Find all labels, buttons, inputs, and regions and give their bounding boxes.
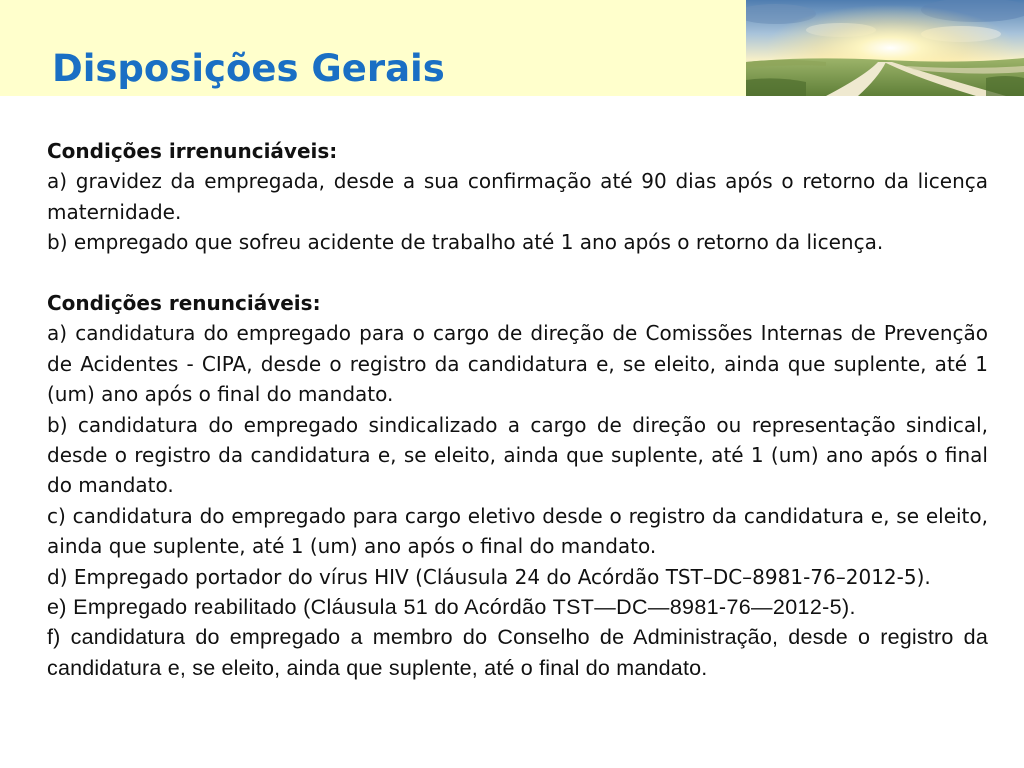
section-heading-renunciaveis: Condições renunciáveis:: [47, 291, 321, 316]
list-item: a) candidatura do empregado para o cargo de direção de Comissões Internas de Prevenção de Acidentes - CIPA, desde o registro da candidatura e, se eleito, ainda que suplente, até 1 (um) ano após o final do mandato.: [47, 321, 988, 407]
list-item: a) gravidez da empregada, desde a sua confirmação até 90 dias após o retorno da licença maternidade.: [47, 169, 988, 224]
list-item: d) Empregado portador do vírus HIV (Cláusula 24 do Acórdão TST–DC–8981-76–2012-5).: [47, 564, 931, 589]
list-item: b) candidatura do empregado sindicalizado a cargo de direção ou representação sindical, desde o registro da candidatura e, se eleito, ainda que suplente, até 1 (um) ano após o final do mandato.: [47, 412, 988, 498]
header-landscape-image: [746, 0, 1024, 96]
list-item: b) empregado que sofreu acidente de trabalho até 1 ano após o retorno da licença.: [47, 230, 884, 255]
list-item: f) candidatura do empregado a membro do Conselho de Administração, desde o registro da candidatura e, se eleito, ainda que suplente, até o final do mandato.: [47, 625, 988, 680]
section-spacer: [47, 258, 988, 288]
list-item: c) candidatura do empregado para cargo eletivo desde o registro da candidatura e, se eleito, ainda que suplente, até 1 (um) ano após o final do mandato.: [47, 503, 988, 559]
list-item: e) Empregado reabilitado (Cláusula 51 do Acórdão TST—DC—8981-76—2012-5).: [47, 595, 856, 620]
slide-body: [47, 136, 988, 683]
section-heading-irrenunciaveis: Condições irrenunciáveis:: [47, 139, 338, 163]
slide-title: Disposições Gerais: [52, 47, 445, 90]
